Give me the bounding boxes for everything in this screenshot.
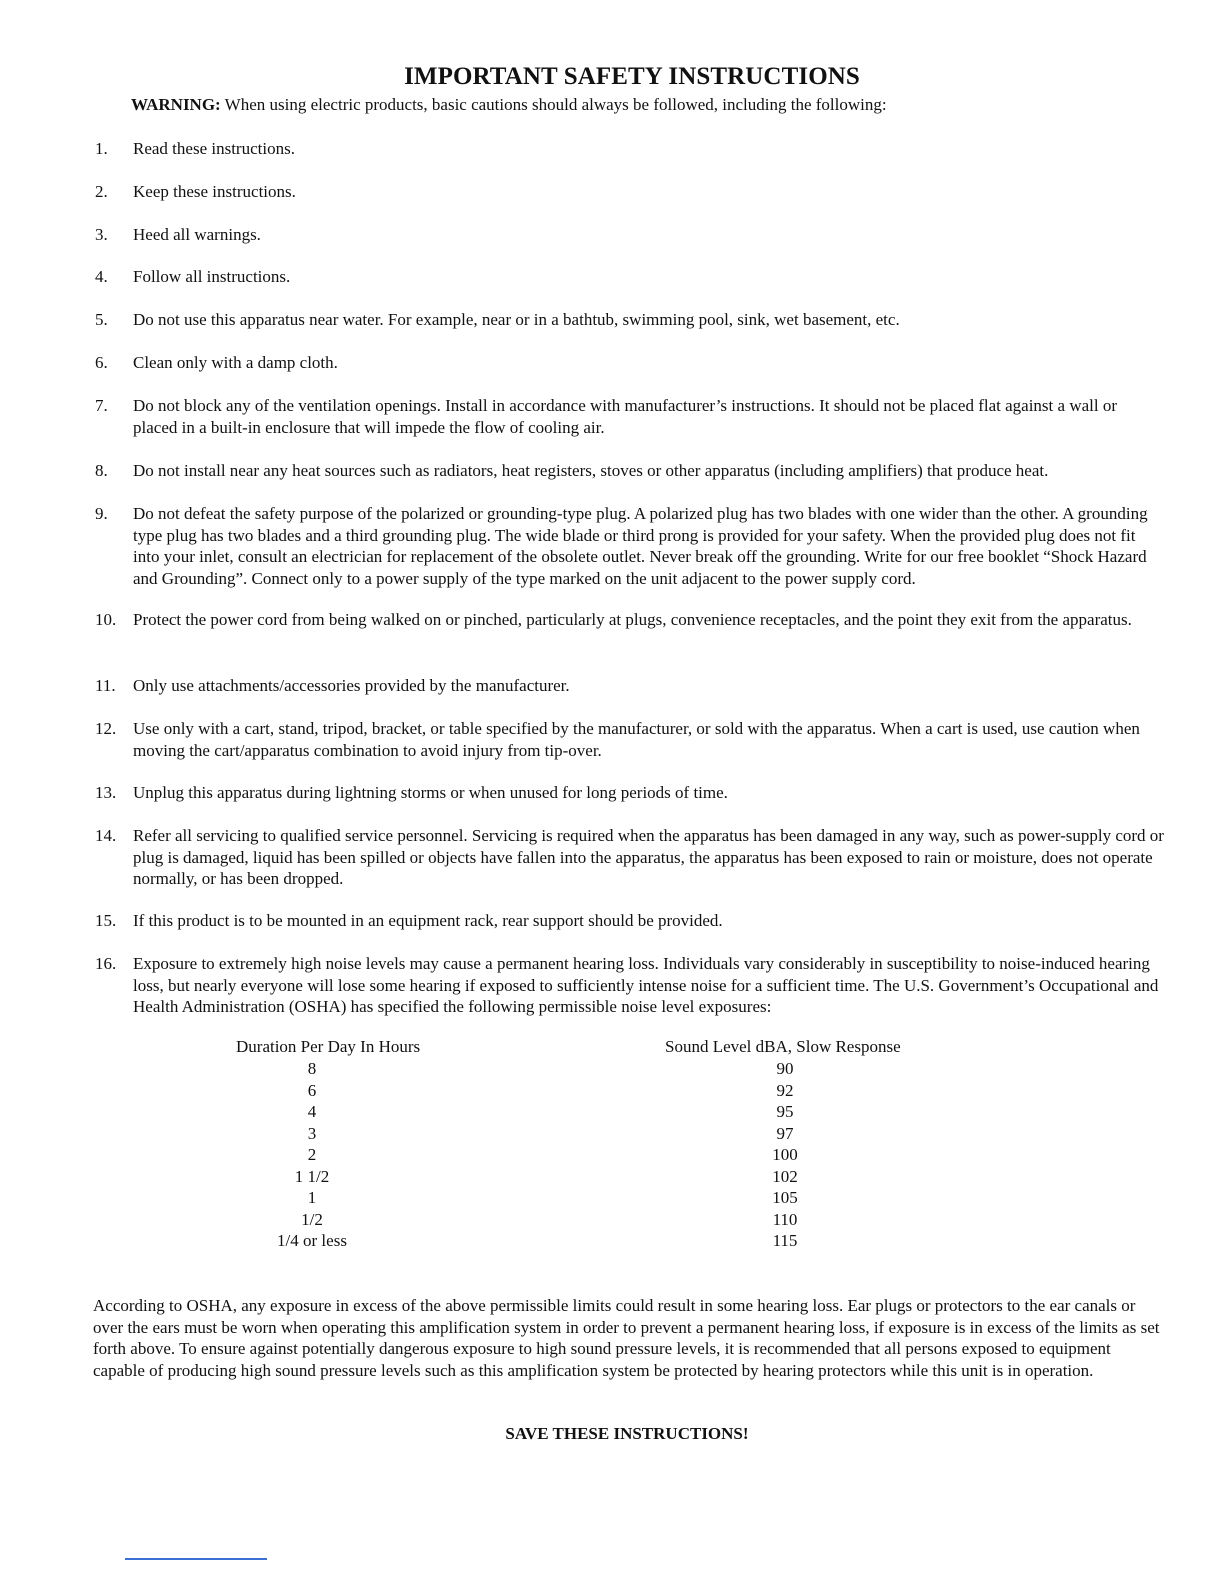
sound-level-cell: 105 [772,1188,798,1207]
osha-paragraph: According to OSHA, any exposure in excess of the above permissible limits could result in some hearing loss. Ear plugs or protectors to the ear canals or over the ears must be worn when operating this amplification system in order to prevent a permanent hearing loss, if exposure is in excess of the limits as set forth above. To ensure against potentially dangerous exposure to high sound pressure levels, it is recommended that all persons exposed to equipment capable of producing high sound pressure levels such as this amplification system be protected by hearing protectors while this unit is in operation. [93,1296,1160,1380]
item-number: 12. [95,719,117,738]
table-row [0,1210,1224,1232]
duration-cell: 8 [307,1059,317,1078]
item-number: 1. [95,139,108,158]
item-number: 6. [95,353,108,372]
item-text: Follow all instructions. [133,267,291,286]
save-instructions-heading: SAVE THESE INSTRUCTIONS! [505,1424,749,1443]
item-number: 8. [95,461,108,480]
item-number: 4. [95,267,108,286]
item-text: Exposure to extremely high noise levels may cause a permanent hearing loss. Individuals vary considerably in susceptibility to noise-induced hearing loss, but nearly everyone will lose some hearing if exposed to sufficiently intense noise for a sufficient time. The U.S. Government’s Occupational and Health Administration (OSHA) has specified the following permissible noise level exposures: [133,954,1159,1016]
sound-level-cell: 110 [772,1209,798,1229]
sound-level-cell: 97 [776,1123,794,1143]
page-title: IMPORTANT SAFETY INSTRUCTIONS [404,63,860,90]
sound-level-cell: 92 [776,1080,794,1100]
item-text: Only use attachments/accessories provided by the manufacturer. [133,676,570,695]
item-text: Heed all warnings. [133,225,261,244]
item-text: Refer all servicing to qualified service personnel. Servicing is required when the apparatus has been damaged in any way, such as power-supply cord or plug is damaged, liquid has been spilled or objects have fallen into the apparatus, the apparatus has been exposed to rain or moisture, does not operate normally, or has been dropped. [133,826,1164,888]
item-text: Use only with a cart, stand, tripod, bracket, or table specified by the manufacturer, or sold with the apparatus. When a cart is used, use caution when moving the cart/apparatus combination to avoid injury from tip-over. [133,719,1140,760]
footer-divider [125,1558,267,1560]
item-text: Read these instructions. [133,139,295,158]
item-text: Clean only with a damp cloth. [133,353,338,372]
table-header-sound-level: Sound Level dBA, Slow Response [665,1037,901,1056]
sound-level-cell: 90 [776,1059,794,1078]
duration-cell: 4 [307,1102,317,1121]
item-number: 3. [95,225,108,244]
duration-cell: 6 [307,1080,317,1100]
sound-level-cell: 95 [776,1102,794,1121]
table-row [0,1188,1224,1210]
sound-level-cell: 100 [772,1145,798,1164]
table-row [0,1081,1224,1103]
item-number: 13. [95,783,117,802]
warning-label: WARNING: [131,95,221,114]
table-row [0,1145,1224,1167]
table-row [0,1167,1224,1189]
item-number: 10. [95,610,117,629]
item-text: Protect the power cord from being walked on or pinched, particularly at plugs, convenience receptacles, and the point they exit from the apparatus. [133,610,1132,629]
sound-level-cell: 102 [772,1166,798,1186]
duration-cell: 1 [307,1188,317,1207]
warning-line [131,95,887,115]
duration-cell: 2 [307,1145,317,1164]
item-text: Unplug this apparatus during lightning storms or when unused for long periods of time. [133,783,728,802]
table-row [0,1102,1224,1124]
item-number: 9. [95,504,108,523]
item-number: 5. [95,310,108,329]
item-number: 14. [95,826,117,845]
item-text: Do not block any of the ventilation openings. Install in accordance with manufacturer’s instructions. It should not be placed flat against a wall or placed in a built-in enclosure that will impede the flow of cooling air. [133,396,1117,437]
item-number: 11. [95,676,116,695]
item-number: 16. [95,954,117,973]
item-text: Do not install near any heat sources such as radiators, heat registers, stoves or other apparatus (including amplifiers) that produce heat. [133,461,1049,480]
table-row [0,1124,1224,1146]
duration-cell: 1/4 or less [277,1231,347,1250]
item-number: 15. [95,911,117,930]
item-text: If this product is to be mounted in an equipment rack, rear support should be provided. [133,911,723,930]
warning-text: When using electric products, basic cautions should always be followed, including the following: [220,95,887,114]
table-row [0,1059,1224,1081]
table-header-duration: Duration Per Day In Hours [236,1037,421,1056]
item-number: 2. [95,182,108,201]
item-text: Do not use this apparatus near water. For example, near or in a bathtub, swimming pool, sink, wet basement, etc. [133,310,900,329]
duration-cell: 1 1/2 [294,1166,330,1186]
sound-level-cell: 115 [772,1231,798,1250]
duration-cell: 1/2 [301,1209,323,1229]
item-text: Keep these instructions. [133,182,296,201]
table-row [0,1231,1224,1253]
item-text: Do not defeat the safety purpose of the polarized or grounding-type plug. A polarized plug has two blades with one wider than the other. A grounding type plug has two blades and a third grounding plug. The wide blade or third prong is provided for your safety. When the provided plug does not fit into your inlet, consult an electrician for replacement of the obsolete outlet. Never break off the grounding. Write for our free booklet “Shock Hazard and Grounding”. Connect only to a power supply of the type marked on the unit adjacent to the power supply cord. [133,504,1148,588]
item-number: 7. [95,396,108,415]
duration-cell: 3 [307,1123,317,1143]
